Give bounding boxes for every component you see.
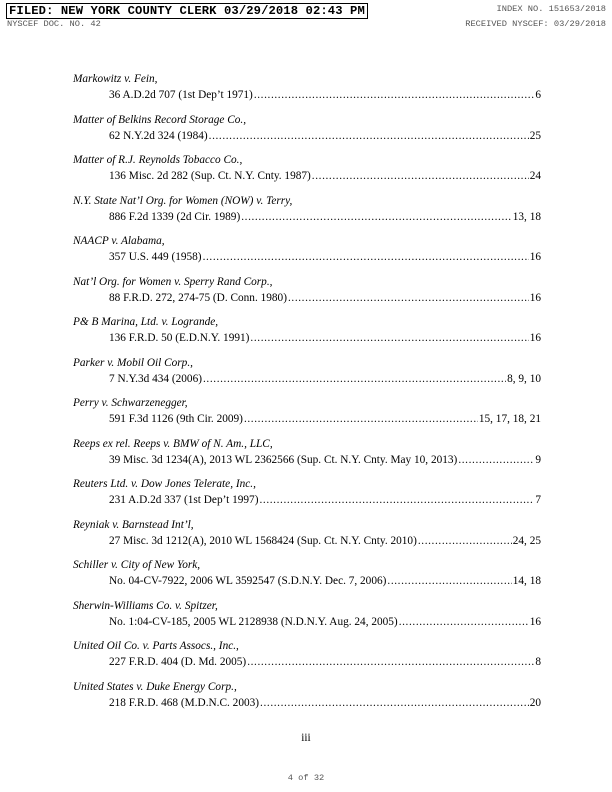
authority-entry — [73, 679, 541, 720]
case-name: Matter of Belkins Record Storage Co., — [73, 113, 247, 126]
citation-line — [73, 452, 541, 468]
citation-line — [73, 695, 541, 711]
dot-leader — [259, 492, 534, 508]
page-refs: 6 — [535, 89, 541, 101]
dot-leader — [260, 695, 529, 711]
dot-leader — [254, 87, 535, 103]
case-name: Reyniak v. Barnstead Int’l, — [73, 518, 194, 531]
citation-line — [73, 128, 541, 144]
index-number: INDEX NO. 151653/2018 — [496, 4, 606, 14]
case-name: Sherwin-Williams Co. v. Spitzer, — [73, 599, 218, 612]
authority-entry — [73, 436, 541, 477]
dot-leader — [247, 654, 534, 670]
citation: 62 N.Y.2d 324 (1984) — [109, 129, 208, 142]
dot-leader — [241, 209, 512, 225]
citation: 591 F.3d 1126 (9th Cir. 2009) — [109, 413, 243, 425]
citation: 27 Misc. 3d 1212(A), 2010 WL 1568424 (Sup. Ct. N.Y. Cnty. 2010) — [109, 534, 417, 547]
authority-entry — [73, 557, 541, 598]
citation-line — [73, 330, 541, 346]
authority-entry — [73, 233, 541, 274]
dot-leader — [312, 168, 529, 184]
authority-entry — [73, 517, 541, 558]
dot-leader — [288, 290, 529, 306]
authorities-table — [73, 71, 541, 719]
case-name: Nat’l Org. for Women v. Sperry Rand Corp., — [73, 275, 273, 288]
citation-line — [73, 533, 541, 549]
dot-leader — [418, 533, 512, 549]
dot-leader — [244, 411, 478, 427]
citation-line — [73, 290, 541, 306]
case-name: Schiller v. City of New York, — [73, 559, 201, 571]
page-refs: 8 — [535, 656, 541, 668]
dot-leader — [250, 330, 528, 346]
page-refs: 14, 18 — [512, 575, 541, 587]
citation: 88 F.R.D. 272, 274-75 (D. Conn. 1980) — [109, 291, 287, 304]
received-stamp: RECEIVED NYSCEF: 03/29/2018 — [465, 19, 606, 29]
citation: 886 F.2d 1339 (2d Cir. 1989) — [109, 210, 241, 223]
case-name: Reeps ex rel. Reeps v. BMW of N. Am., LLC, — [73, 437, 273, 450]
case-name: N.Y. State Nat’l Org. for Women (NOW) v. Terry, — [73, 194, 293, 207]
page-refs: 8, 9, 10 — [507, 372, 541, 385]
authority-entry — [73, 152, 541, 193]
citation-line — [73, 371, 541, 387]
page-refs: 15, 17, 18, 21 — [478, 413, 541, 425]
page-refs: 25 — [529, 129, 541, 142]
citation: 136 F.R.D. 50 (E.D.N.Y. 1991) — [109, 332, 250, 344]
page-refs: 7 — [535, 494, 541, 506]
citation-line — [73, 249, 541, 265]
dot-leader — [209, 128, 529, 144]
case-name: Reuters Ltd. v. Dow Jones Telerate, Inc., — [73, 478, 256, 490]
citation-line — [73, 411, 541, 427]
page-refs: 13, 18 — [512, 210, 541, 223]
dot-leader — [458, 452, 534, 468]
dot-leader — [387, 573, 511, 589]
case-name: NAACP v. Alabama, — [73, 235, 165, 247]
authority-entry — [73, 638, 541, 679]
page-refs: 20 — [529, 696, 541, 709]
authority-entry — [73, 71, 541, 112]
authority-entry — [73, 314, 541, 355]
page-number: iii — [301, 732, 311, 744]
page-refs: 16 — [529, 291, 541, 304]
citation: No. 1:04-CV-185, 2005 WL 2128938 (N.D.N.Y. Aug. 24, 2005) — [109, 615, 398, 628]
page-refs: 16 — [529, 615, 541, 628]
case-name: Perry v. Schwarzenegger, — [73, 397, 188, 409]
page-refs: 24, 25 — [512, 534, 541, 547]
authority-entry — [73, 355, 541, 396]
citation-line — [73, 209, 541, 225]
citation-line — [73, 654, 541, 670]
doc-number: NYSCEF DOC. NO. 42 — [7, 19, 101, 29]
citation-line — [73, 614, 541, 630]
citation: 218 F.R.D. 468 (M.D.N.C. 2003) — [109, 696, 260, 709]
case-name: United States v. Duke Energy Corp., — [73, 680, 237, 693]
authority-entry — [73, 193, 541, 234]
citation: 136 Misc. 2d 282 (Sup. Ct. N.Y. Cnty. 1987) — [109, 170, 311, 182]
citation-line — [73, 87, 541, 103]
dot-leader — [203, 371, 506, 387]
citation-line — [73, 492, 541, 508]
authority-entry — [73, 274, 541, 315]
citation: 231 A.D.2d 337 (1st Dep’t 1997) — [109, 494, 259, 506]
authority-entry — [73, 476, 541, 517]
citation-line — [73, 573, 541, 589]
case-name: P& B Marina, Ltd. v. Logrande, — [73, 316, 219, 328]
dot-leader — [399, 614, 529, 630]
case-name: United Oil Co. v. Parts Assocs., Inc., — [73, 640, 239, 652]
citation: 39 Misc. 3d 1234(A), 2013 WL 2362566 (Sup. Ct. N.Y. Cnty. May 10, 2013) — [109, 453, 458, 466]
page-refs: 16 — [529, 332, 541, 344]
citation: 7 N.Y.3d 434 (2006) — [109, 372, 202, 385]
citation: No. 04-CV-7922, 2006 WL 3592547 (S.D.N.Y. Dec. 7, 2006) — [109, 575, 387, 587]
filed-stamp: FILED: NEW YORK COUNTY CLERK 03/29/2018 02:43 PM — [6, 3, 368, 19]
page-refs: 24 — [529, 170, 541, 182]
case-name: Matter of R.J. Reynolds Tobacco Co., — [73, 154, 243, 166]
citation: 36 A.D.2d 707 (1st Dep’t 1971) — [109, 89, 253, 101]
authority-entry — [73, 112, 541, 153]
page-refs: 9 — [535, 453, 541, 466]
authority-entry — [73, 395, 541, 436]
dot-leader — [203, 249, 529, 265]
authority-entry — [73, 598, 541, 639]
page-count-footer: 4 of 32 — [287, 773, 325, 783]
case-name: Parker v. Mobil Oil Corp., — [73, 356, 193, 369]
page-refs: 16 — [529, 251, 541, 263]
case-name: Markowitz v. Fein, — [73, 73, 158, 85]
citation: 357 U.S. 449 (1958) — [109, 251, 202, 263]
citation: 227 F.R.D. 404 (D. Md. 2005) — [109, 656, 247, 668]
citation-line — [73, 168, 541, 184]
